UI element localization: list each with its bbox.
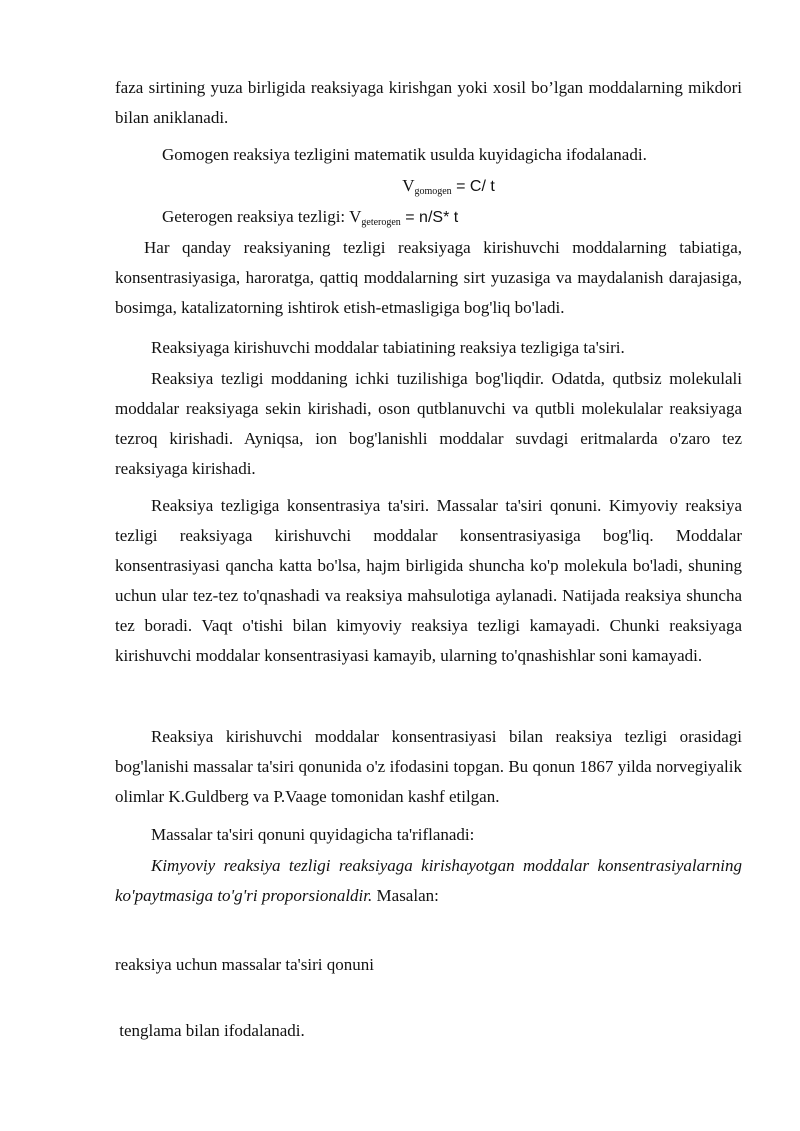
- paragraph-law-definition: [115, 851, 742, 911]
- paragraph-structure: Reaksiya tezligi moddaning ichki tuzilishiga bog'liqdir. Odatda, qutbsiz molekulali moddalar reaksiyaga sekin kirishadi, oson qutblanuvchi va qutbli molekulalar reaksiyaga tezroq kirishadi. Ayniqsa, ion bog'lanishli moddalar suvdagi eritmalarda o'zaro tez reaksiyaga kirishadi.: [115, 369, 742, 478]
- formula-expression: = C/ t: [451, 178, 495, 195]
- paragraph-concentration: Reaksiya tezligiga konsentrasiya ta'siri. Massalar ta'siri qonuni. Kimyoviy reaksiya tezligi reaksiyaga kirishuvchi moddalar konsentrasiyasiga bog'liq. Moddalar konsentrasiyasi qancha katta bo'lsa, hajm birligida shuncha ko'p molekula bo'ladi, shuning uchun ular tez-tez to'qnashadi va reaksiya mahsulotiga aylanadi. Natijada reaksiya shuncha tez boradi. Vaqt o'tishi bilan kimyoviy reaksiya tezligi kamayadi. Chunki reaksiyaga kirishuvchi moddalar konsentrasiyasi kamayib, ularning to'qnashishlar soni kamayadi.: [115, 496, 742, 665]
- paragraph-gomogen-intro: Gomogen reaksiya tezligini matematik usulda kuyidagicha ifodalanadi.: [162, 145, 647, 164]
- paragraph-definition-intro: Massalar ta'siri qonuni quyidagicha ta'riflanadi:: [151, 825, 475, 844]
- example-lead: Masalan:: [372, 886, 439, 905]
- law-statement-italic: Kimyoviy reaksiya tezligi reaksiyaga kirishayotgan moddalar konsentrasiyalarning ko'paytmasiga to'g'ri proporsionaldir.: [115, 856, 742, 905]
- formula-symbol: V: [402, 176, 415, 195]
- paragraph-equation-tail: tenglama bilan ifodalanadi.: [115, 1021, 305, 1040]
- formula-subscript: geterogen: [361, 217, 401, 228]
- section-heading-nature: Reaksiyaga kirishuvchi moddalar tabiatining reaksiya tezligiga ta'siri.: [151, 338, 625, 357]
- paragraph-guldberg-vaage: Reaksiya kirishuvchi moddalar konsentrasiyasi bilan reaksiya tezligi orasidagi bog'lanishi massalar ta'siri qonunida o'z ifodasini topgan. Bu qonun 1867 yilda norvegiyalik olimlar K.Guldberg va P.Vaage tomonidan kashf etilgan.: [115, 727, 742, 806]
- formula-subscript: gomogen: [414, 186, 452, 197]
- paragraph-reaction-law: reaksiya uchun massalar ta'siri qonuni: [115, 955, 374, 974]
- paragraph-factors: Har qanday reaksiyaning tezligi reaksiyaga kirishuvchi moddalarning tabiatiga, konsentrasiyasiga, haroratga, qattiq moddalarning sirt yuzasiga va maydalanish darajasiga, bosimga, katalizatorning ishtirok etish-etmasligiga bog'liq bo'ladi.: [115, 238, 742, 317]
- paragraph-continuation: faza sirtining yuza birligida reaksiyaga kirishgan yoki xosil bo’lgan moddalarning mikdori bilan aniklanadi.: [115, 78, 742, 127]
- formula-lead: Geterogen reaksiya tezligi: V: [162, 207, 362, 226]
- formula-expression: = n/S* t: [400, 209, 459, 226]
